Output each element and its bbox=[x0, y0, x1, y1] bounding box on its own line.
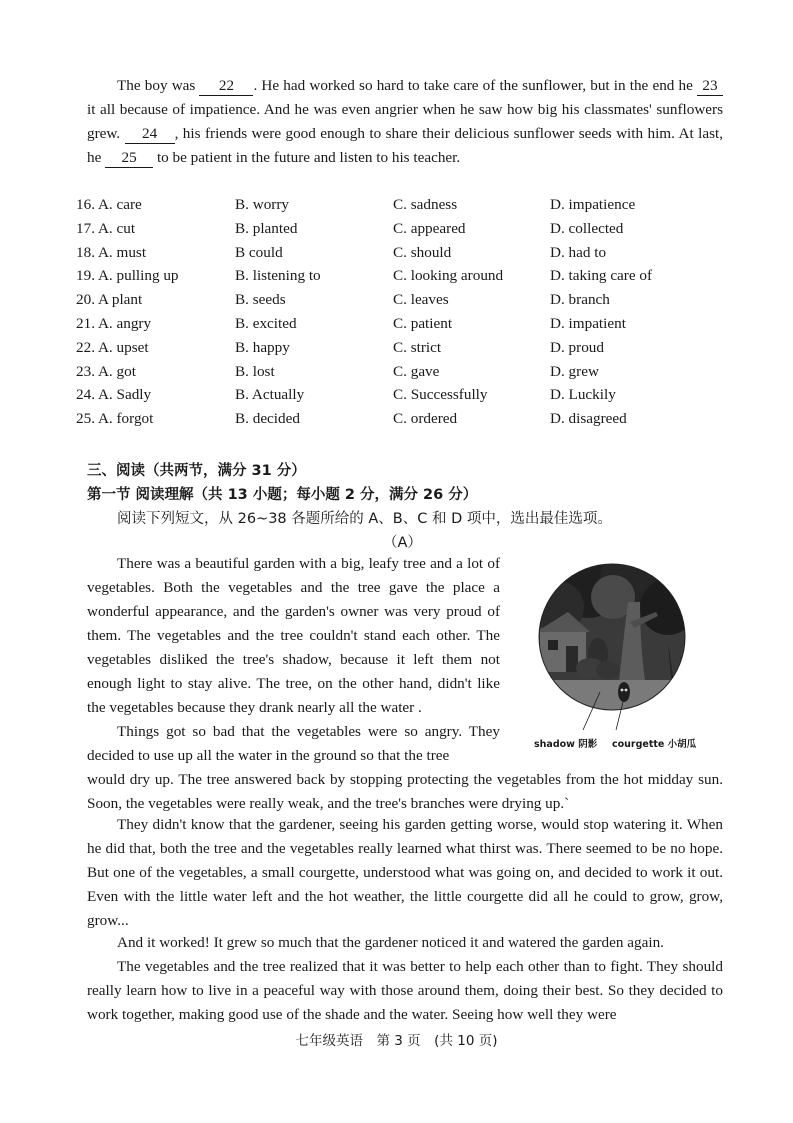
option-d: D. had to bbox=[550, 243, 607, 261]
option-a: 24. A. Sadly bbox=[76, 386, 152, 404]
option-c: C. strict bbox=[393, 338, 442, 356]
passage-paragraph-4: And it worked! It grew so much that the gardener noticed it and watered the garden again. bbox=[117, 934, 664, 951]
option-a: 19. A. pulling up bbox=[76, 267, 179, 285]
cloze-text: . He had worked so hard to take care of the sunflower, but in the end he bbox=[253, 77, 698, 94]
blank-24: 24 bbox=[125, 125, 175, 144]
option-c: C. looking around bbox=[393, 267, 504, 285]
cloze-text: The boy was bbox=[117, 77, 200, 94]
question-row bbox=[76, 244, 736, 268]
blank-25: 25 bbox=[105, 149, 153, 168]
option-d: D. collected bbox=[550, 219, 624, 237]
option-c: C. leaves bbox=[393, 291, 449, 309]
option-a: 22. A. upset bbox=[76, 338, 149, 356]
passage-paragraph-5: The vegetables and the tree realized that it was better to help each other than to fight. They should really learn how to live in a peaceful way with those around them, doing their best. So they decided to work together, making good use of the shade and the water. Seeing how well they were bbox=[87, 958, 723, 1023]
option-c: C. gave bbox=[393, 362, 440, 380]
option-d: D. disagreed bbox=[550, 410, 627, 428]
option-c: C. ordered bbox=[393, 410, 458, 428]
section-instruction: 阅读下列短文，从 26~38 各题所给的 A、B、C 和 D 项中，选出最佳选项。 bbox=[117, 511, 612, 527]
passage-paragraph-2b: would dry up. The tree answered back by stopping protecting the vegetables from the hot midday sun. Soon, the vegetables were really weak, and the tree's branches were drying up.` bbox=[87, 771, 723, 812]
option-a: 20. A plant bbox=[76, 291, 143, 309]
cloze-paragraph bbox=[87, 74, 723, 170]
cloze-text: it all because of impatience. And he was even angrier when he saw how big his classmates' sunflowers grew. bbox=[87, 101, 723, 142]
option-b: B. happy bbox=[235, 338, 290, 356]
question-row bbox=[76, 196, 736, 220]
passage-paragraph-3: They didn't know that the gardener, seeing his garden getting worse, would stop watering it. When he did that, both the tree and the vegetables really learned what thirst was. There seemed to be no hope. But one of the vegetables, a small courgette, understood what was going on, and decided to work it out. Even with the little water left and the hot weather, the little courgette did all he could to grow, grow, grow... bbox=[87, 816, 723, 929]
option-b: B could bbox=[235, 243, 283, 261]
option-b: B. lost bbox=[235, 362, 275, 380]
cloze-text: , his friends were good enough to share their delicious sunflower seeds with him. At last, he bbox=[87, 125, 723, 166]
option-b: B. excited bbox=[235, 315, 297, 332]
option-d: D. impatient bbox=[550, 315, 626, 332]
option-c: C. sadness bbox=[393, 196, 458, 213]
option-b: B. seeds bbox=[235, 291, 286, 309]
caption-courgette: courgette 小胡瓜 bbox=[612, 739, 697, 750]
option-b: B. Actually bbox=[235, 386, 305, 404]
blank-22: 22 bbox=[199, 77, 253, 96]
question-row bbox=[76, 220, 736, 244]
option-d: D. proud bbox=[550, 338, 604, 356]
option-d: D. branch bbox=[550, 291, 610, 309]
option-a: 21. A. angry bbox=[76, 315, 152, 332]
option-b: B. decided bbox=[235, 410, 300, 428]
question-row bbox=[76, 267, 736, 291]
option-d: D. Luckily bbox=[550, 386, 616, 404]
label-leader-lines bbox=[528, 562, 708, 752]
option-a: 23. A. got bbox=[76, 362, 136, 380]
caption-shadow: shadow 阴影 bbox=[534, 739, 598, 750]
option-b: B. listening to bbox=[235, 267, 321, 285]
question-row bbox=[76, 315, 736, 339]
passage-paragraph-1: There was a beautiful garden with a big, leafy tree and a lot of vegetables. Both the vegetables and the tree gave the place a wonderful appearance, and the garden's owner was very proud of them. The vegetables and the tree couldn't stand each other. The vegetables disliked the tree's shadow, because it left them not enough light to stay alive. The tree, on the other hand, didn't like the vegetables because they drank nearly all the water . bbox=[87, 555, 500, 716]
option-d: D. impatience bbox=[550, 196, 636, 213]
blank-23: 23 bbox=[697, 77, 723, 96]
option-a: 25. A. forgot bbox=[76, 410, 154, 428]
question-row bbox=[76, 363, 736, 387]
option-c: C. patient bbox=[393, 315, 453, 332]
section-title: 三、阅读（共两节，满分 31 分） bbox=[87, 463, 306, 479]
option-d: D. taking care of bbox=[550, 267, 653, 285]
question-row bbox=[76, 386, 736, 410]
question-row bbox=[76, 410, 736, 434]
passage-paragraph-2a: Things got so bad that the vegetables were so angry. They decided to use up all the water in the ground so that the tree bbox=[87, 723, 500, 764]
option-a: 17. A. cut bbox=[76, 219, 136, 237]
option-c: C. should bbox=[393, 243, 452, 261]
question-row bbox=[76, 339, 736, 363]
option-a: 16. A. care bbox=[76, 196, 142, 213]
passage-label: （A） bbox=[383, 535, 422, 551]
page-footer: 七年级英语 第 3 页 (共 10 页) bbox=[295, 1033, 498, 1049]
question-row bbox=[76, 291, 736, 315]
section-subtitle: 第一节 阅读理解（共 13 小题；每小题 2 分，满分 26 分） bbox=[87, 487, 478, 503]
option-a: 18. A. must bbox=[76, 243, 147, 261]
cloze-text: to be patient in the future and listen to his teacher. bbox=[153, 149, 461, 166]
option-b: B. planted bbox=[235, 219, 298, 237]
option-c: C. Successfully bbox=[393, 386, 488, 404]
option-d: D. grew bbox=[550, 362, 599, 380]
garden-illustration bbox=[528, 562, 696, 712]
option-c: C. appeared bbox=[393, 219, 466, 237]
option-b: B. worry bbox=[235, 196, 289, 213]
